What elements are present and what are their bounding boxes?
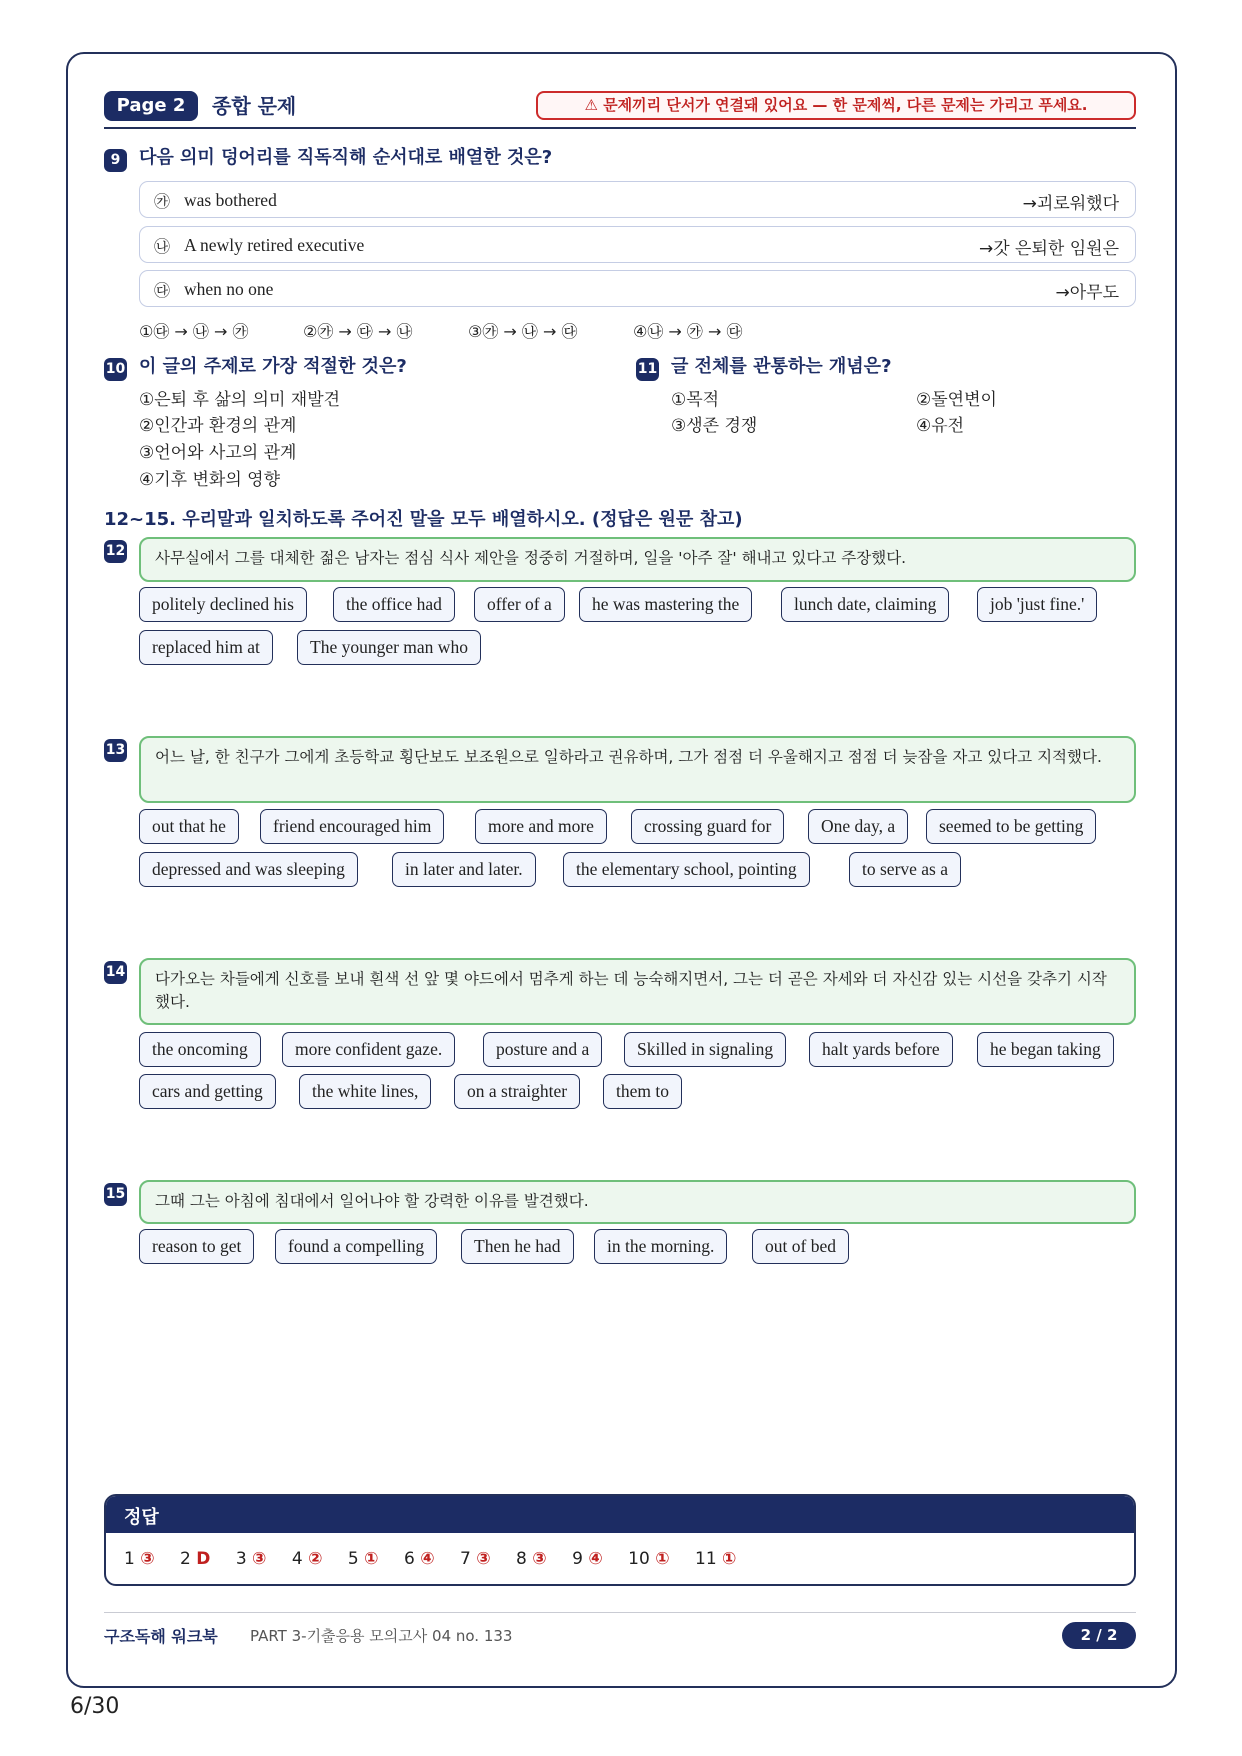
word-chunk[interactable]: the oncoming [139, 1032, 261, 1067]
chunk-english: was bothered [184, 190, 277, 210]
word-chunk[interactable]: more confident gaze. [282, 1032, 455, 1067]
answer-item: 4 ② [291, 1549, 323, 1569]
q9-option-1[interactable]: ①㉰ → ㉯ → ㉮ [139, 322, 249, 341]
answer-title: 정답 [124, 1507, 159, 1528]
word-chunk[interactable]: friend encouraged him [260, 809, 444, 844]
korean-sentence-box [139, 537, 1136, 582]
chunk-row [139, 226, 1136, 263]
answer-item: 5 ① [347, 1549, 379, 1569]
word-chunk[interactable]: cars and getting [139, 1074, 276, 1109]
q11-option-2[interactable]: ②돌연변이 [916, 390, 997, 410]
question-number-13: 13 [104, 739, 127, 762]
answer-item: 2 D [180, 1549, 211, 1569]
answer-item: 10 ① [628, 1549, 670, 1569]
header-divider [104, 127, 1136, 129]
q10-option-1[interactable]: ①은퇴 후 삶의 의미 재발견 [139, 390, 341, 410]
word-chunk[interactable]: The younger man who [297, 630, 481, 665]
q9-option-2[interactable]: ②㉮ → ㉰ → ㉯ [303, 322, 413, 341]
word-chunk[interactable]: lunch date, claiming [781, 587, 949, 622]
word-chunk[interactable]: job 'just fine.' [977, 587, 1097, 622]
chunk-symbol: ㉯ [154, 237, 171, 256]
chunk-english: A newly retired executive [184, 235, 365, 255]
korean-sentence: 사무실에서 그를 대체한 젊은 남자는 점심 식사 제안을 정중히 거절하며, 일을 '아주 잘' 해내고 있다고 주장했다. [155, 549, 907, 567]
chunk-row [139, 181, 1136, 218]
question-number-11: 11 [636, 358, 659, 381]
word-chunk[interactable]: on a straighter [454, 1074, 580, 1109]
chunk-symbol: ㉰ [154, 281, 171, 300]
chunk-row [139, 270, 1136, 307]
warning-banner: ⚠ 문제끼리 단서가 연결돼 있어요 — 한 문제씩, 다른 문제는 가리고 푸세요. [536, 91, 1136, 120]
word-chunk[interactable]: halt yards before [809, 1032, 953, 1067]
answer-item: 7 ③ [460, 1549, 491, 1569]
word-chunk[interactable]: Then he had [461, 1229, 574, 1264]
chunk-korean: →아무도 [1055, 283, 1119, 303]
word-chunk[interactable]: offer of a [474, 587, 565, 622]
sheet-number: 6/30 [70, 1694, 120, 1719]
question-number-10: 10 [104, 358, 127, 381]
answer-item: 9 ④ [572, 1549, 603, 1569]
q10-option-4[interactable]: ④기후 변화의 영향 [139, 470, 281, 490]
korean-sentence: 그때 그는 아침에 침대에서 일어나야 할 강력한 이유를 발견했다. [155, 1192, 589, 1210]
answer-list [124, 1549, 756, 1569]
question-10-text: 이 글의 주제로 가장 적절한 것은? [139, 356, 407, 377]
footer-divider [104, 1612, 1136, 1613]
footer-subtitle: PART 3-기출응용 모의고사 04 no. 133 [250, 1627, 513, 1645]
word-chunk[interactable]: in the morning. [594, 1229, 727, 1264]
answer-item: 6 ④ [403, 1549, 435, 1569]
chunk-korean: →갓 은퇴한 임원은 [978, 239, 1119, 259]
word-chunk[interactable]: in later and later. [392, 852, 536, 887]
word-chunk[interactable]: replaced him at [139, 630, 273, 665]
word-chunk[interactable]: the office had [333, 587, 455, 622]
q10-option-3[interactable]: ③언어와 사고의 관계 [139, 443, 297, 463]
footer-title: 구조독해 워크북 [104, 1627, 218, 1646]
korean-sentence-box [139, 736, 1136, 803]
question-11-text: 글 전체를 관통하는 개념은? [671, 356, 892, 377]
word-chunk[interactable]: found a compelling [275, 1229, 437, 1264]
section-title: 12~15. 우리말과 일치하도록 주어진 말을 모두 배열하시오. (정답은 원문 참고) [104, 509, 743, 530]
question-number-12: 12 [104, 540, 127, 563]
word-chunk[interactable]: politely declined his [139, 587, 307, 622]
word-chunk[interactable]: depressed and was sleeping [139, 852, 358, 887]
word-chunk[interactable]: out that he [139, 809, 239, 844]
answer-header [106, 1496, 1134, 1533]
word-chunk[interactable]: crossing guard for [631, 809, 784, 844]
word-chunk[interactable]: seemed to be getting [926, 809, 1096, 844]
q9-option-3[interactable]: ③㉮ → ㉯ → ㉰ [468, 322, 578, 341]
q9-option-4[interactable]: ④㉯ → ㉮ → ㉰ [633, 322, 743, 341]
chunk-korean: →괴로워했다 [1022, 194, 1119, 214]
question-9-text: 다음 의미 덩어리를 직독직해 순서대로 배열한 것은? [139, 147, 553, 168]
word-chunk[interactable]: he began taking [977, 1032, 1114, 1067]
chunk-symbol: ㉮ [154, 192, 171, 211]
answer-box [104, 1494, 1136, 1586]
word-chunk[interactable]: to serve as a [849, 852, 961, 887]
chunk-english: when no one [184, 279, 274, 299]
word-chunk[interactable]: more and more [475, 809, 607, 844]
q11-option-4[interactable]: ④유전 [916, 416, 965, 436]
word-chunk[interactable]: the white lines, [299, 1074, 431, 1109]
answer-item: 3 ③ [235, 1549, 267, 1569]
word-chunk[interactable]: posture and a [483, 1032, 602, 1067]
q11-option-1[interactable]: ①목적 [671, 390, 720, 410]
question-number-14: 14 [104, 961, 127, 984]
answer-item: 8 ③ [516, 1549, 547, 1569]
answer-item: 1 ③ [124, 1549, 155, 1569]
korean-sentence: 다가오는 차들에게 신호를 보내 흰색 선 앞 몇 야드에서 멈추게 하는 데 능숙해지면서, 그는 더 곧은 자세와 더 자신감 있는 시선을 갖추기 시작했다. [155, 970, 1107, 1011]
page-badge: Page 2 [104, 91, 198, 121]
page-title: 종합 문제 [212, 94, 297, 118]
question-number-9: 9 [104, 149, 127, 172]
question-number-15: 15 [104, 1183, 127, 1206]
q11-option-3[interactable]: ③생존 경쟁 [671, 416, 758, 436]
word-chunk[interactable]: he was mastering the [579, 587, 752, 622]
word-chunk[interactable]: reason to get [139, 1229, 254, 1264]
word-chunk[interactable]: them to [603, 1074, 682, 1109]
word-chunk[interactable]: Skilled in signaling [624, 1032, 786, 1067]
word-chunk[interactable]: out of bed [752, 1229, 849, 1264]
footer-page-badge: 2 / 2 [1062, 1622, 1136, 1649]
word-chunk[interactable]: One day, a [808, 809, 908, 844]
word-chunk[interactable]: the elementary school, pointing [563, 852, 810, 887]
korean-sentence-box [139, 958, 1136, 1025]
q10-option-2[interactable]: ②인간과 환경의 관계 [139, 416, 297, 436]
korean-sentence: 어느 날, 한 친구가 그에게 초등학교 횡단보도 보조원으로 일하라고 권유하며, 그가 점점 더 우울해지고 점점 더 늦잠을 자고 있다고 지적했다. [155, 748, 1102, 766]
answer-item: 11 ① [695, 1549, 737, 1569]
korean-sentence-box [139, 1180, 1136, 1224]
